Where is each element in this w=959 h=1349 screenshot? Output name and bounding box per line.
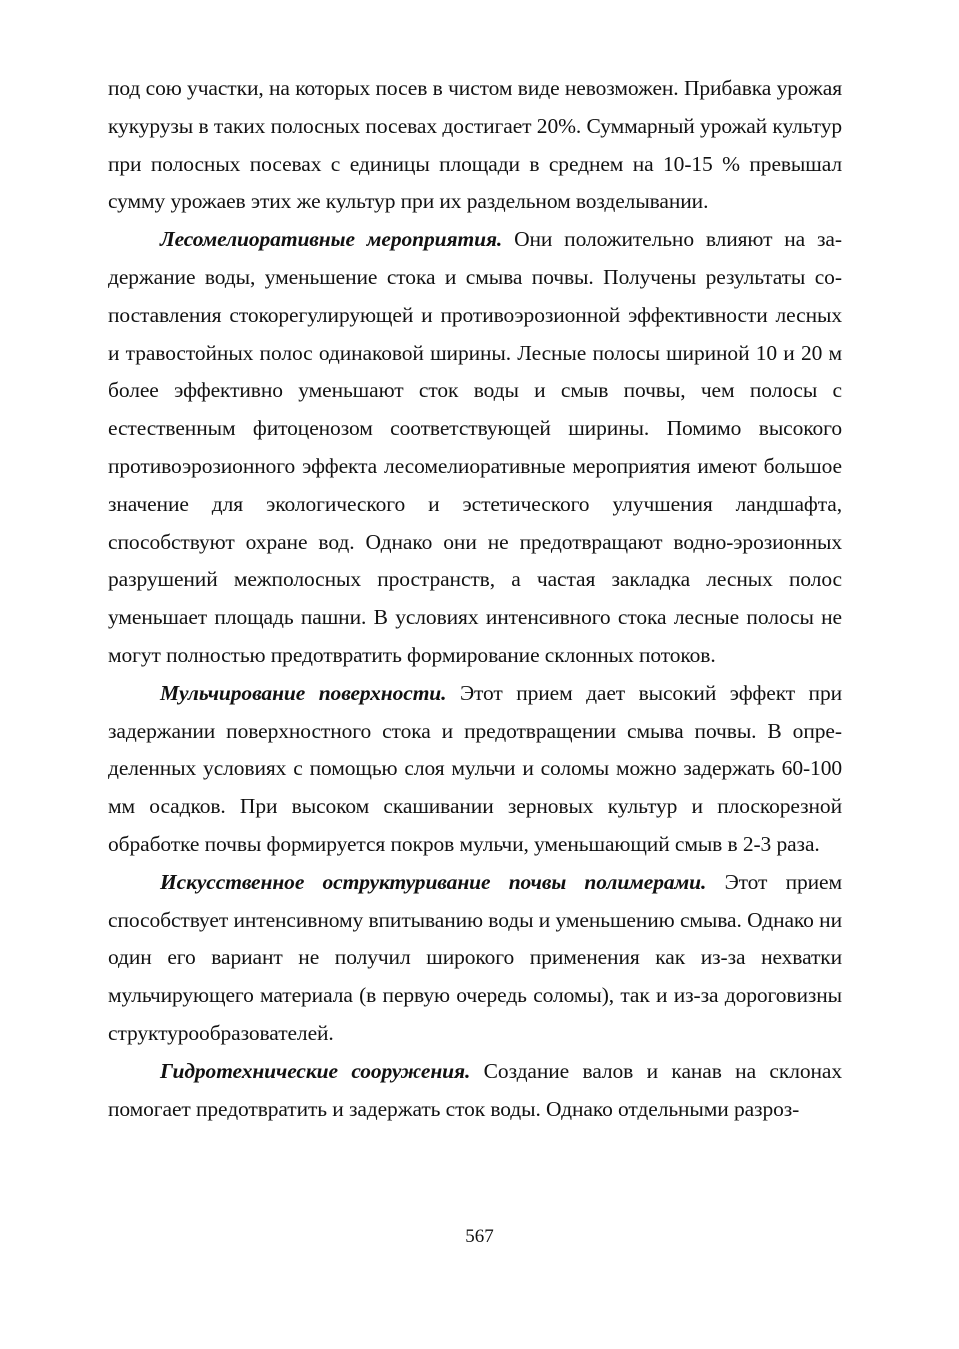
paragraph-title: Мульчирование поверхности.: [160, 680, 447, 705]
paragraph-title: Искусственное оструктуривание почвы полимерами.: [160, 869, 707, 894]
paragraph-soil-structuring: [108, 864, 842, 1053]
body-text: [108, 70, 842, 1128]
paragraph-text: Этот прием способствует интенсивному впитыванию воды и уменьшению смыва. Однако ни один его вариант не получил широкого применения как из-за нехватки мульчирующего материала (в первую очередь соломы), так и из-за дороговизны структурообразователей.: [108, 869, 842, 1045]
paragraph-hydraulic-structures: [108, 1053, 842, 1129]
paragraph-text: Создание валов и канав на склонах помогает предотвратить и задержать сток воды. Однако отдельными разроз-: [108, 1058, 842, 1121]
paragraph-mulching: [108, 675, 842, 864]
paragraph-strip-cropping-continuation: [108, 70, 842, 221]
page-number: 567: [465, 1226, 494, 1247]
paragraph-title: Гидротехнические сооружения.: [160, 1058, 471, 1083]
paragraph-text: Этот прием дает высокий эффект при задержании поверхностного стока и предотвращении смыва почвы. В определенных условиях с помощью слоя мульчи и соломы можно задержать 60-100 мм осадков. При высоком скашивании зерновых культур и плоскорезной обработке почвы формируется покров мульчи, уменьшающий смыв в 2-3 раза.: [108, 680, 843, 856]
paragraph-forest-reclamation: [108, 221, 842, 675]
paragraph-text: Они положительно влияют на задержание воды, уменьшение стока и смыва почвы. Получены результаты сопоставления стокорегулирующей и противоэрозионной эффективности лесных и травостойных полос одинаковой ширины. Лесные полосы шириной 10 и 20 м более эффективно уменьшают сток воды и смыв почвы, чем полосы с естественным фитоценозом соответствующей ширины. Помимо высокого противоэрозионного эффекта лесомелиоративные мероприятия имеют большое значение для экологического и эстетического улучшения ландшафта, способствуют охране вод. Однако они не предотвращают водно-эрозионных разрушений межполосных пространств, а частая закладка лесных полос уменьшает площадь пашни. В условиях интенсивного стока лесные полосы не могут полностью предотвратить формирование склонных потоков.: [108, 227, 842, 667]
paragraph-text: под сою участки, на которых посев в чистом виде невозможен. Прибавка урожая кукурузы в таких полосных посевах достигает 20%. Суммарный урожай культур при полосных посевах с единицы площади в среднем на 10-15 % превышал сумму урожаев этих же культур при их раздельном возделывании.: [108, 76, 842, 214]
paragraph-title: Лесомелиоративные мероприятия.: [160, 227, 503, 252]
